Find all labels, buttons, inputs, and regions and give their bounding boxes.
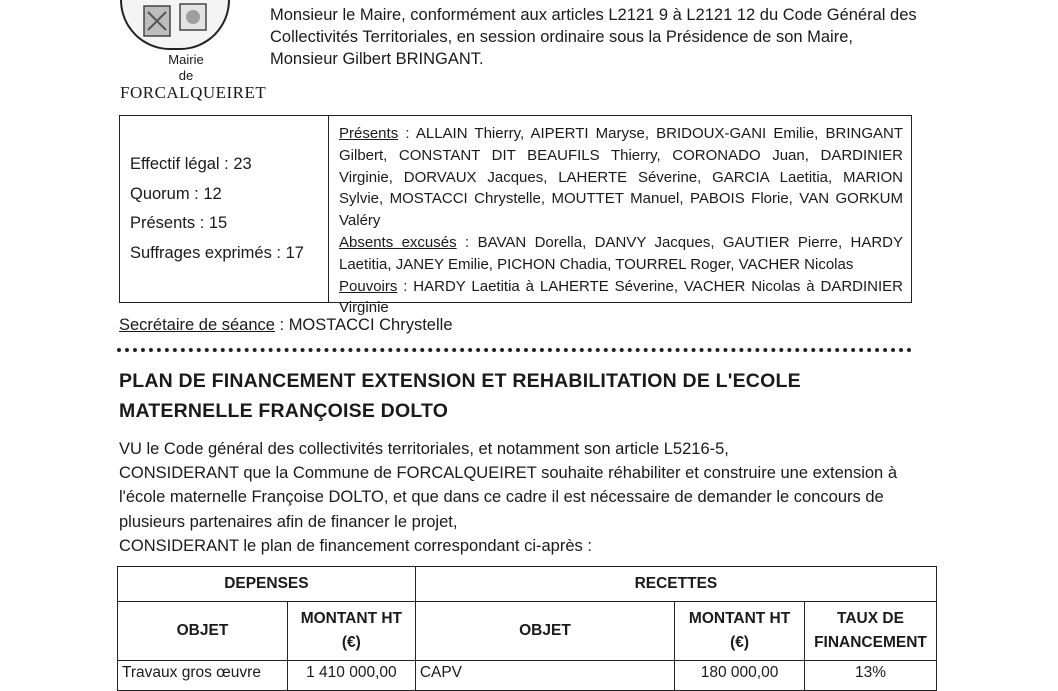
financing-table [117, 566, 937, 691]
rec-montant-header: MONTANT HT (€) [675, 602, 805, 661]
deliberation-title: PLAN DE FINANCEMENT EXTENSION ET REHABILITATION DE L'ECOLE MATERNELLE FRANÇOISE DOLTO [119, 370, 801, 422]
effectif-legal: Effectif légal : 23 [130, 155, 252, 173]
taux-cell: 13% [804, 661, 936, 691]
rec-montant-cell: 180 000,00 [675, 661, 805, 691]
pouvoirs-label: Pouvoirs [339, 277, 398, 295]
pouvoirs-list: : HARDY Laetitia à LAHERTE Séverine, VACHER Nicolas à DARDINIER Virginie [339, 277, 903, 317]
secretary-name: : MOSTACCI Chrystelle [274, 316, 453, 334]
recettes-header: RECETTES [415, 567, 936, 602]
body-considerant-2: CONSIDERANT le plan de financement correspondant ci-après : [119, 536, 592, 555]
mairie-label: Mairie [168, 52, 204, 67]
dep-montant-cell: 1 410 000,00 [287, 661, 415, 691]
secretary-line [119, 314, 453, 336]
dep-objet-cell: Travaux gros œuvre [118, 661, 288, 691]
secretary-label: Secrétaire de séance [119, 316, 275, 334]
table-row [118, 661, 937, 691]
de-label: de [178, 68, 194, 83]
absents-list: : BAVAN Dorella, DANVY Jacques, GAUTIER Pierre, HARDY Laetitia, JANEY Emilie, PICHON Chadia, TOURREL Roger, VACHER Nicolas [339, 233, 903, 273]
quorum: Quorum : 12 [130, 184, 222, 203]
presents-count: Présents : 15 [130, 214, 228, 232]
deliberation-body [119, 437, 914, 558]
attendance-box [119, 115, 912, 317]
intro-text: Monsieur le Maire, conformément aux articles L2121 9 à L2121 12 du Code Général des Collectivités Territoriales, en session ordinaire sous la Présidence de son Maire, Monsieur Gilbert BRINGANT. [270, 6, 917, 68]
presents-label: Présents [339, 125, 399, 142]
rec-objet-cell: CAPV [415, 661, 674, 691]
body-vu: VU le Code général des collectivités territoriales, et notamment son article L5216-5, [119, 440, 729, 458]
body-considerant-1: CONSIDERANT que la Commune de FORCALQUEIRET souhaite réhabiliter et construire une extension à l'école maternelle Françoise DOLTO, et que dans ce cadre il est nécessaire de demander le concours de plusieurs partenaires afin de financer le projet, [119, 464, 897, 531]
presents-list: : ALLAIN Thierry, AIPERTI Maryse, BRIDOUX-GANI Emilie, BRINGANT Gilbert, CONSTANT DIT BEAUFILS Thierry, CORONADO Juan, DARDINIER Virginie, DORVAUX Jacques, LAHERTE Séverine, GARCIA Laetitia, MARION Sylvie, MOSTACCI Chrystelle, MOUTTET Manuel, PABOIS Florie, VAN GORKUM Valéry [339, 125, 903, 230]
taux-header: TAUX DE FINANCEMENT [804, 602, 936, 661]
town-name: FORCALQUEIRET [120, 83, 267, 102]
absents-label: Absents excusés [339, 233, 457, 251]
dep-objet-header: OBJET [118, 602, 288, 661]
coat-of-arms-icon [120, 0, 230, 50]
mairie-block [120, 52, 267, 102]
depenses-header: DEPENSES [118, 567, 416, 602]
rec-objet-header: OBJET [415, 602, 674, 661]
dep-montant-header: MONTANT HT (€) [287, 602, 415, 661]
suffrages-exprimes: Suffrages exprimés : 17 [130, 243, 304, 262]
dotted-divider [117, 348, 912, 352]
attendance-lists [329, 116, 911, 317]
attendance-counts [120, 116, 329, 302]
